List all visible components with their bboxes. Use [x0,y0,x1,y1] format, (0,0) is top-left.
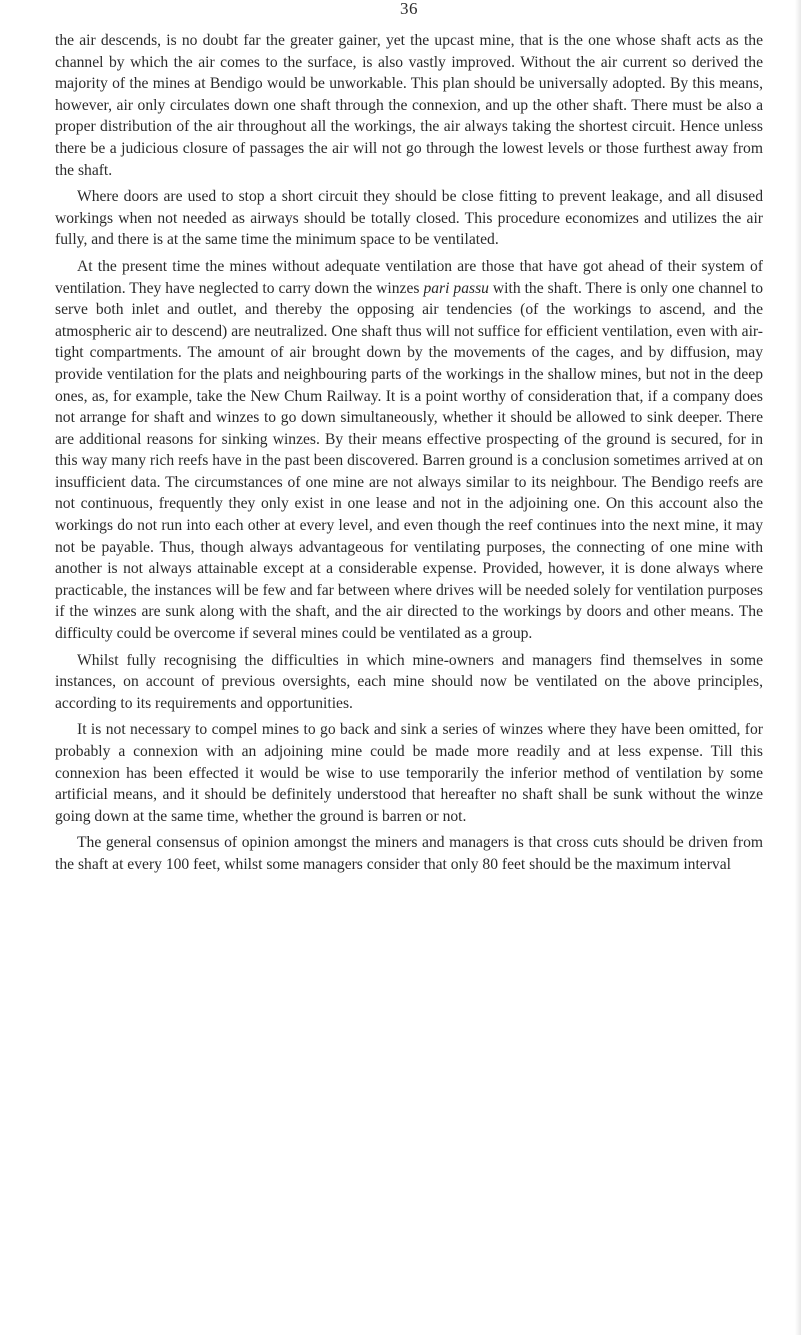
paragraph-5: It is not necessary to compel mines to go back and sink a series of winzes where they have been omitted, for probably a connexion with an adjoining mine could be made more readily and at less expense. Till this connexion has been effected it would be wise to use temporarily the inferior method of ventilation by some artificial means, and it should be definitely understood that hereafter no shaft shall be sunk without the winze going down at the same time, whether the ground is barren or not. [55,721,763,825]
paragraph-4: Whilst fully recognising the difficulties in which mine-owners and managers find themselves in some instances, on account of previous oversights, each mine should now be ventilated on the above principles, according to its requirements and opportunities. [55,651,763,712]
paragraph-3-part-2: with the shaft. There is only one channel to serve both inlet and outlet, and thereby the opposing air tendencies (of the workings to ascend, and the atmospheric air to descend) are neutralized. One shaft thus will not suffice for efficient ventilation, even with air-tight compartments. The amount of air brought down by the movements of the cages, and by diffusion, may provide ventilation for the plats and neighbouring parts of the workings in the shallow mines, but not in the deep ones, as, for example, take the New Chum Railway. It is a point worthy of consideration that, if a company does not arrange for shaft and winzes to go down simultaneously, whether it should be allowed to sink deeper. There are additional reasons for sinking winzes. By their means effective prospecting of the ground is secured, for in this way many rich reefs have in the past been discovered. Barren ground is a conclusion sometimes arrived at on insufficient data. The circumstances of one mine are not always similar to its neighbour. The Bendigo reefs are not continuous, frequently they only exist in one lease and not in the adjoining one. On this account also the workings do not run into each other at every level, and even though the reef continues into the next mine, it may not be payable. Thus, though always advantageous for ventilating purposes, the connecting of one mine with another is not always attainable except at a considerable expense. Provided, however, it is done always where practicable, the instances will be few and far between where drives will be needed solely for ventilation purposes if the winzes are sunk along with the shaft, and the air directed to the workings by doors and other means. The difficulty could be overcome if several mines could be ventilated as a group. [55,279,763,643]
page-number: 36 [400,0,418,18]
page-edge-shadow [795,0,801,1335]
paragraph-3-part-1: At the present time the mines without adequate ventilation are those that have got ahead of their system of ventilation. They have neglected to carry down the winzes [55,257,763,297]
paragraph-1: the air descends, is no doubt far the greater gainer, yet the upcast mine, that is the one whose shaft acts as the channel by which the air comes to the surface, is also vastly improved. Without the air current so derived the majority of the mines at Bendigo would be unworkable. This plan should be universally adopted. By this means, however, air only circulates down one shaft through the connexion, and up the other shaft. There must be also a proper distribution of the air throughout all the workings, the air always taking the shortest circuit. Hence unless there be a judicious closure of passages the air will not go through the lowest levels or those furthest away from the shaft. [55,32,763,179]
body-text [55,30,763,876]
paragraph-3 [55,256,763,645]
paragraph-2: Where doors are used to stop a short circuit they should be close fitting to prevent leakage, and all disused workings when not needed as airways should be totally closed. This procedure economizes and utilizes the air fully, and there is at the same time the minimum space to be ventilated. [55,188,763,249]
paragraph-3-italic: pari passu [423,279,489,297]
paragraph-6: The general consensus of opinion amongst the miners and managers is that cross cuts should be driven from the shaft at every 100 feet, whilst some managers consider that only 80 feet should be the maximum interval [55,834,763,873]
